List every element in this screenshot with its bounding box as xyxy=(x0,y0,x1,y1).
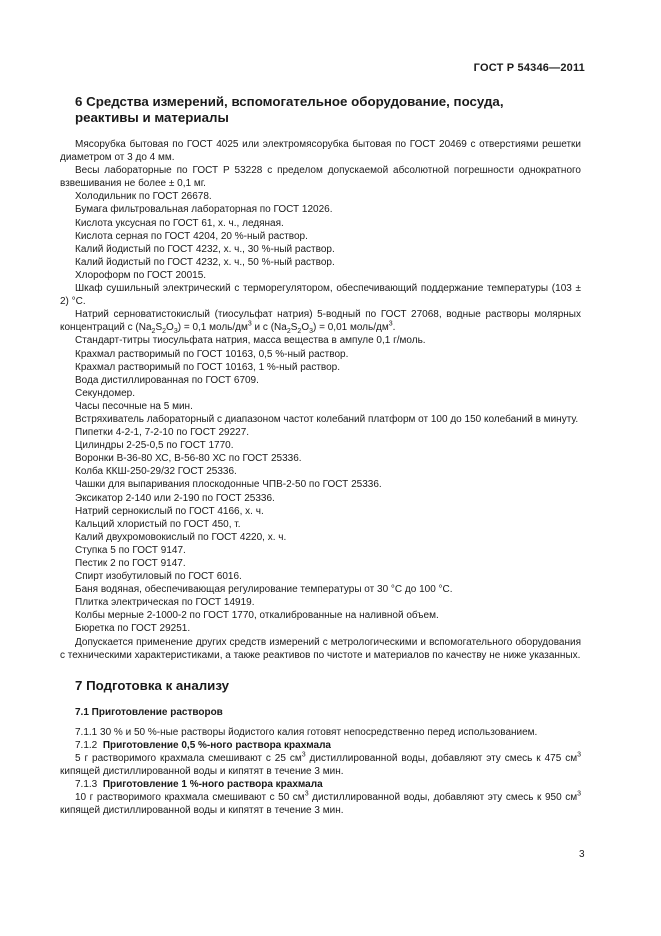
list-item: Эксикатор 2-140 или 2-190 по ГОСТ 25336. xyxy=(75,492,275,504)
list-item: Цилиндры 2-25-0,5 по ГОСТ 1770. xyxy=(75,440,234,452)
list-item: Пипетки 4-2-1, 7-2-10 по ГОСТ 29227. xyxy=(75,427,250,439)
page-content xyxy=(60,94,581,818)
document-id-header: ГОСТ Р 54346—2011 xyxy=(473,62,585,74)
list-item: Натрий сернокислый по ГОСТ 4166, х. ч. xyxy=(75,505,264,517)
list-item: Часы песочные на 5 мин. xyxy=(75,400,193,412)
section-6-title: 6 Средства измерений, вспомогательное оборудование, посуда, реактивы и материалы xyxy=(75,94,504,125)
list-item: Кальций хлористый по ГОСТ 450, т. xyxy=(75,518,241,530)
list-item: Калий йодистый по ГОСТ 4232, х. ч., 30 %-ный раствор. xyxy=(75,243,335,255)
list-item: Стандарт-титры тиосульфата натрия, масса вещества в ампуле 0,1 г/моль. xyxy=(75,335,426,347)
list-item: Колбы мерные 2-1000-2 по ГОСТ 1770, откалиброванные на наливной объем. xyxy=(75,610,439,622)
list-item: Бюретка по ГОСТ 29251. xyxy=(75,623,191,635)
list-item: Ступка 5 по ГОСТ 9147. xyxy=(75,544,186,556)
clause-7-1-3-text: 10 г растворимого крахмала смешивают с 50 $см^3$ дистиллированной воды, добавляют эту смесь к 950 $см^3$ кипящей дистиллированной воды и кипятят в течение 3 мин. xyxy=(60,790,581,817)
equipment-list-c xyxy=(60,426,581,636)
equipment-list-b xyxy=(60,334,581,413)
paragraph: Встряхиватель лабораторный с диапазоном частот колебаний платформ от 100 до 150 колебаний в минуту. xyxy=(75,413,579,425)
clause-7-1-2-text: 5 г растворимого крахмала смешивают с 25 $см^3$ дистиллированной воды, добавляют эту смесь к 475 $см^3$ кипящей дистиллированной воды и кипятят в течение 3 мин. xyxy=(60,751,581,778)
list-item: Чашки для выпаривания плоскодонные ЧПВ-2-50 по ГОСТ 25336. xyxy=(75,479,382,491)
list-item: Баня водяная, обеспечивающая регулирование температуры от 30 °С до 100 °С. xyxy=(75,584,453,596)
list-item: Секундомер. xyxy=(75,387,135,399)
paragraph: Мясорубка бытовая по ГОСТ 4025 или электромясорубка бытовая по ГОСТ 20469 с отверстиями решетки диаметром от 3 до 4 мм. xyxy=(60,139,581,164)
list-item: Колба ККШ-250-29/32 ГОСТ 25336. xyxy=(75,466,237,478)
list-item: Вода дистиллированная по ГОСТ 6709. xyxy=(75,374,259,386)
section-7-title: 7 Подготовка к анализу xyxy=(75,677,230,693)
paragraph: Весы лабораторные по ГОСТ Р 53228 с пределом допускаемой абсолютной погрешности однократного взвешивания не более ± 0,1 мг. xyxy=(60,165,581,190)
list-item: Кислота уксусная по ГОСТ 61, х. ч., ледяная. xyxy=(75,217,284,229)
list-item: Спирт изобутиловый по ГОСТ 6016. xyxy=(75,571,242,583)
paragraph-sodium-thiosulfate: Натрий серноватистокислый (тиосульфат натрия) 5-водный по ГОСТ 27068, водные растворы молярных концентраций с $(Na_2S_2O_3) = 0,1$ моль/$дм^3$ и с $(Na_2S_2O_3) = 0,01$ моль/$дм^3$. xyxy=(60,309,581,336)
clause-7-1-1: 7.1.1 30 % и 50 %-ные растворы йодистого калия готовят непосредственно перед использованием. xyxy=(75,726,538,738)
clause-7-1-2-title: 7.1.2 Приготовление 0,5 %-ного раствора крахмала xyxy=(75,739,331,751)
list-item: Плитка электрическая по ГОСТ 14919. xyxy=(75,597,255,609)
list-item: Холодильник по ГОСТ 26678. xyxy=(75,191,212,203)
paragraph: Шкаф сушильный электрический с терморегулятором, обеспечивающий поддержание температуры (103 ± 2) °С. xyxy=(60,283,581,308)
clause-7-1-3-title: 7.1.3 Приготовление 1 %-ного раствора крахмала xyxy=(75,779,323,791)
list-item: Крахмал растворимый по ГОСТ 10163, 0,5 %-ный раствор. xyxy=(75,348,349,360)
paragraph: Допускается применение других средств измерений с метрологическими и вспомогательного оборудования с техническими характеристиками, а также реактивов по чистоте и материалов по качеству не ниже указанных. xyxy=(60,636,581,661)
list-item: Крахмал растворимый по ГОСТ 10163, 1 %-ный раствор. xyxy=(75,361,341,373)
equipment-list-a xyxy=(60,190,581,282)
list-item: Хлороформ по ГОСТ 20015. xyxy=(75,269,207,281)
page-number: 3 xyxy=(579,849,585,860)
list-item: Калий двухромовокислый по ГОСТ 4220, х. ч. xyxy=(75,531,287,543)
subsection-7-1-title: 7.1 Приготовление растворов xyxy=(75,706,223,718)
list-item: Калий йодистый по ГОСТ 4232, х. ч., 50 %-ный раствор. xyxy=(75,256,335,268)
list-item: Воронки В-36-80 ХС, В-56-80 ХС по ГОСТ 25336. xyxy=(75,453,302,465)
list-item: Бумага фильтровальная лабораторная по ГОСТ 12026. xyxy=(75,204,333,216)
list-item: Пестик 2 по ГОСТ 9147. xyxy=(75,558,186,569)
list-item: Кислота серная по ГОСТ 4204, 20 %-ный раствор. xyxy=(75,230,308,242)
